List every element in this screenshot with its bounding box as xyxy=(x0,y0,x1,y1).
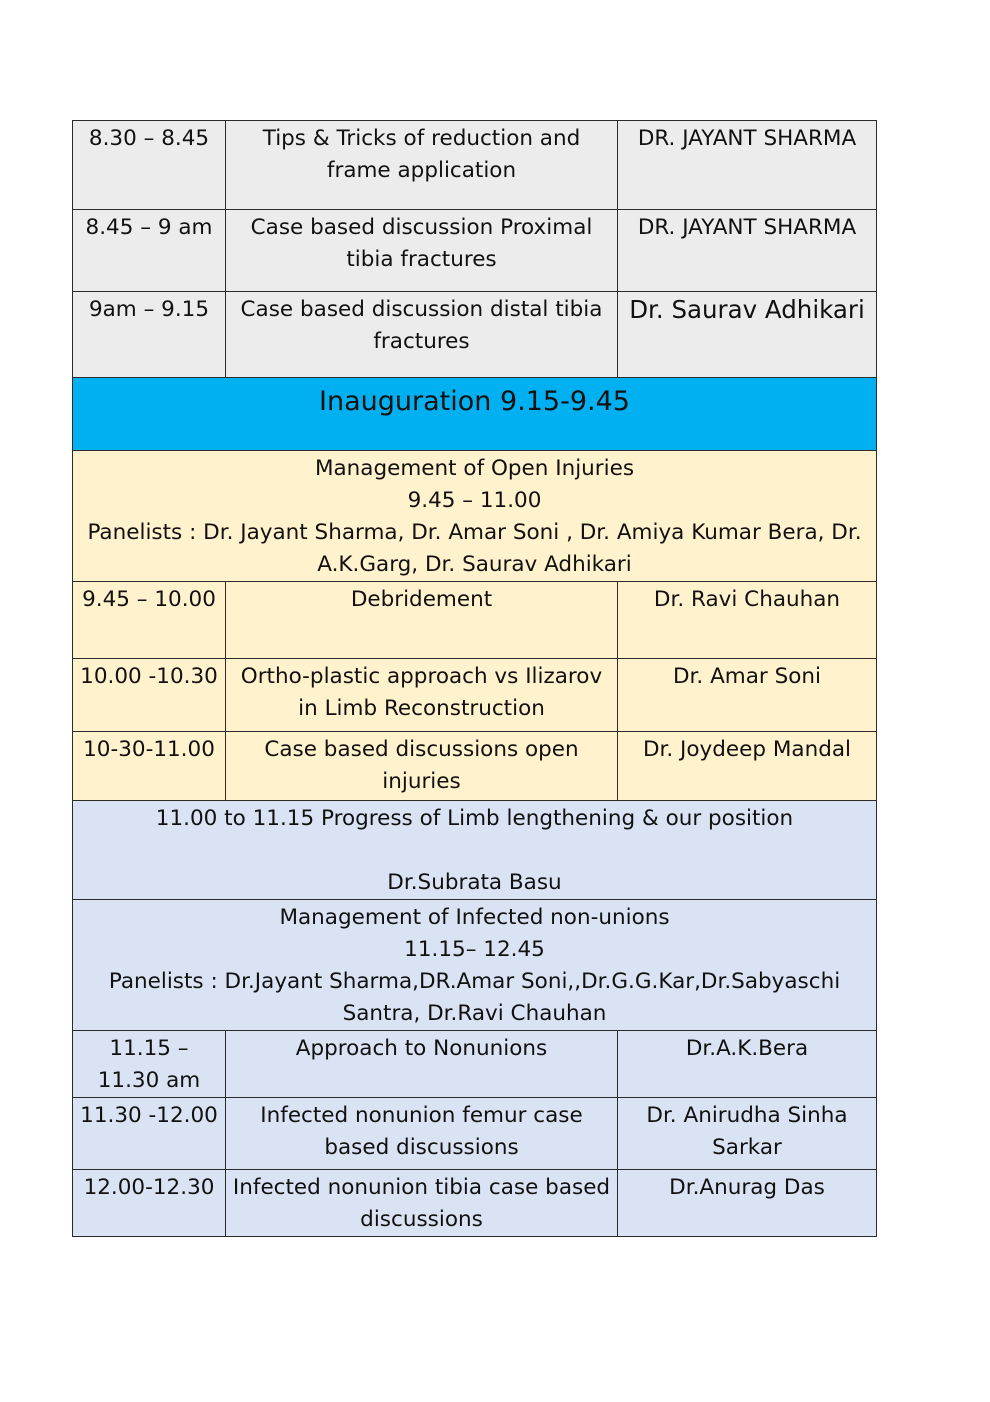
speaker-cell: Dr. Amar Soni xyxy=(618,659,877,732)
topic-cell: Case based discussion distal tibia fractures xyxy=(226,292,618,378)
session-title: Management of Infected non-unions xyxy=(279,905,670,930)
schedule-row xyxy=(73,1170,877,1237)
schedule-row xyxy=(73,659,877,732)
speaker-cell: Dr.A.K.Bera xyxy=(618,1031,877,1098)
programme-schedule-table xyxy=(72,120,877,1237)
speaker-cell: DR. JAYANT SHARMA xyxy=(618,121,877,210)
speaker-cell: Dr. Anirudha Sinha Sarkar xyxy=(618,1098,877,1170)
schedule-row xyxy=(73,582,877,659)
lecture-title: 11.00 to 11.15 Progress of Limb lengthening & our position xyxy=(155,806,794,831)
schedule-row xyxy=(73,1031,877,1098)
inauguration-title: Inauguration 9.15-9.45 xyxy=(73,378,877,451)
time-cell: 12.00-12.30 xyxy=(73,1170,226,1237)
schedule-row xyxy=(73,1098,877,1170)
schedule-row xyxy=(73,121,877,210)
time-cell: 9am – 9.15 xyxy=(73,292,226,378)
speaker-cell: Dr. Joydeep Mandal xyxy=(618,732,877,801)
speaker-cell: Dr. Saurav Adhikari xyxy=(618,292,877,378)
time-cell: 11.15 – 11.30 am xyxy=(73,1031,226,1098)
speaker-cell: Dr. Ravi Chauhan xyxy=(618,582,877,659)
session-panelists-continued: A.K.Garg, Dr. Saurav Adhikari xyxy=(317,552,632,577)
topic-cell: Ortho-plastic approach vs Ilizarov in Limb Reconstruction xyxy=(226,659,618,732)
topic-cell: Case based discussion Proximal tibia fractures xyxy=(226,210,618,292)
time-cell: 10-30-11.00 xyxy=(73,732,226,801)
lecture-cell xyxy=(73,801,877,900)
inauguration-row xyxy=(73,378,877,451)
speaker-cell: Dr.Anurag Das xyxy=(618,1170,877,1237)
session-time: 11.15– 12.45 xyxy=(404,937,545,962)
time-cell: 8.30 – 8.45 xyxy=(73,121,226,210)
time-cell: 8.45 – 9 am xyxy=(73,210,226,292)
session-header-open-injuries xyxy=(73,451,877,582)
schedule-row xyxy=(73,732,877,801)
session-panelists: Panelists : Dr. Jayant Sharma, Dr. Amar Soni , Dr. Amiya Kumar Bera, Dr. xyxy=(87,520,862,545)
topic-cell: Tips & Tricks of reduction and frame application xyxy=(226,121,618,210)
time-cell: 10.00 -10.30 xyxy=(73,659,226,732)
session-panelists: Panelists : Dr.Jayant Sharma,DR.Amar Soni,,Dr.G.G.Kar,Dr.Sabyaschi xyxy=(108,969,841,994)
topic-cell: Infected nonunion tibia case based discussions xyxy=(226,1170,618,1237)
session-header-cell xyxy=(73,900,877,1031)
topic-cell: Debridement xyxy=(226,582,618,659)
lecture-row xyxy=(73,801,877,900)
lecture-speaker: Dr.Subrata Basu xyxy=(387,870,562,895)
lecture-spacer xyxy=(77,835,872,867)
topic-cell: Case based discussions open injuries xyxy=(226,732,618,801)
topic-cell: Approach to Nonunions xyxy=(226,1031,618,1098)
session-time: 9.45 – 11.00 xyxy=(407,488,542,513)
session-header-infected-nonunions xyxy=(73,900,877,1031)
time-cell: 11.30 -12.00 xyxy=(73,1098,226,1170)
session-title: Management of Open Injuries xyxy=(314,456,635,481)
speaker-cell: DR. JAYANT SHARMA xyxy=(618,210,877,292)
schedule-row xyxy=(73,210,877,292)
topic-cell: Infected nonunion femur case based discussions xyxy=(226,1098,618,1170)
schedule-row xyxy=(73,292,877,378)
time-cell: 9.45 – 10.00 xyxy=(73,582,226,659)
session-header-cell xyxy=(73,451,877,582)
session-panelists-continued: Santra, Dr.Ravi Chauhan xyxy=(342,1001,607,1026)
